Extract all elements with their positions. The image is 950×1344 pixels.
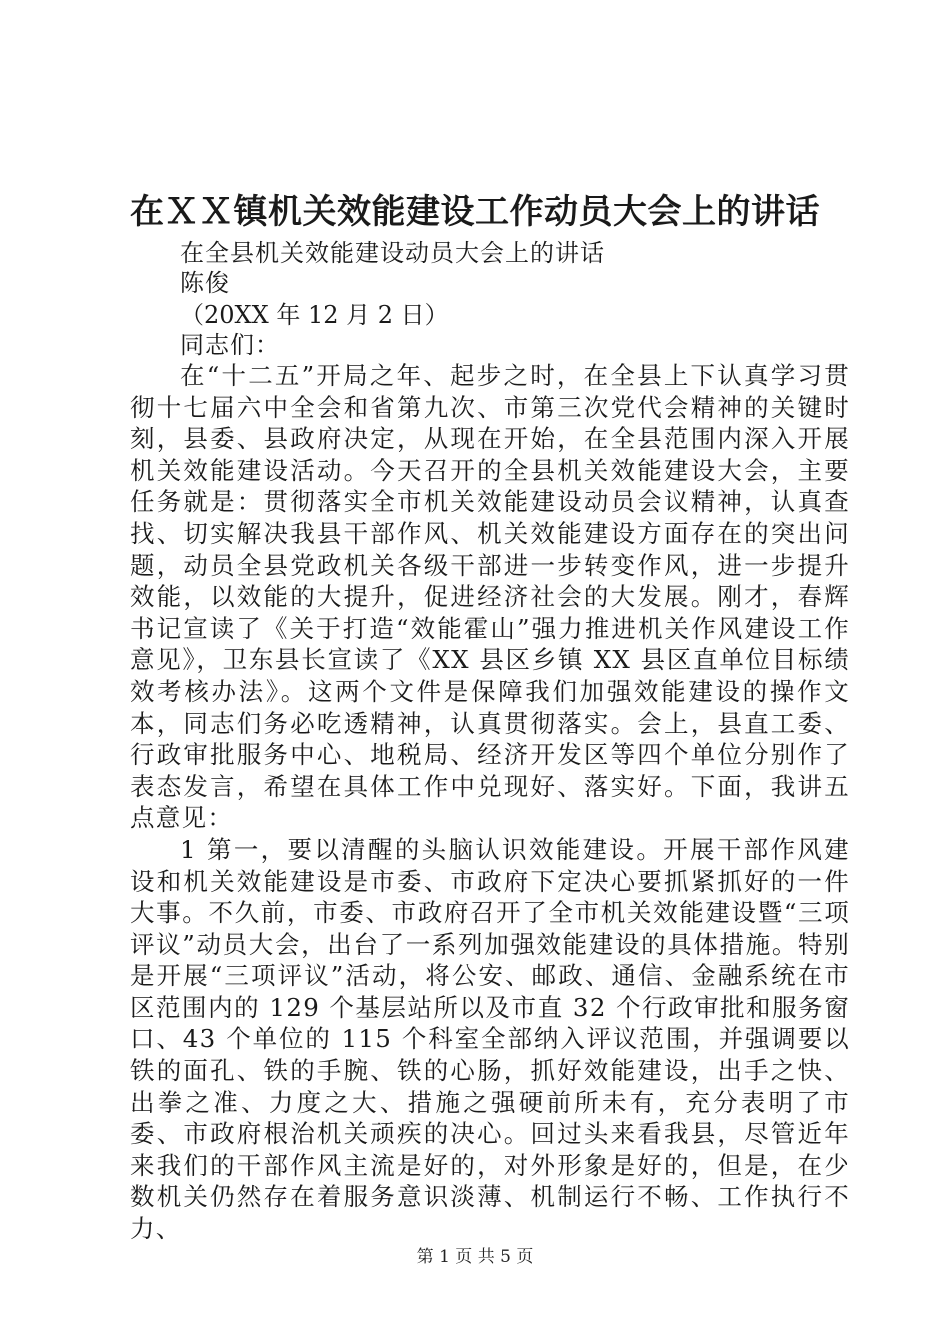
- document-body: [130, 360, 850, 1245]
- body-paragraph: 1 第一，要以清醒的头脑认识效能建设。开展干部作风建设和机关效能建设是市委、市政府下定决心要抓紧抓好的一件大事。不久前，市委、市政府召开了全市机关效能建设暨“三项评议”动员大会，出台了一系列加强效能建设的具体措施。特别是开展“三项评议”活动，将公安、邮政、通信、金融系统在市区范围内的 129 个基层站所以及市直 32 个行政审批和服务窗口、43 个单位的 115 个科室全部纳入评议范围，并强调要以铁的面孔、铁的手腕、铁的心肠，抓好效能建设，出手之快、出拳之准、力度之大、措施之强硬前所未有，充分表明了市委、市政府根治机关顽疾的决心。回过头来看我县，尽管近年来我们的干部作风主流是好的，对外形象是好的，但是，在少数机关仍然存在着服务意识淡薄、机制运行不畅、工作执行不力、: [130, 834, 850, 1244]
- body-paragraph: 在“十二五”开局之年、起步之时，在全县上下认真学习贯彻十七届六中全会和省第九次、市第三次党代会精神的关键时刻，县委、县政府决定，从现在开始，在全县范围内深入开展机关效能建设活动。今天召开的全县机关效能建设大会，主要任务就是：贯彻落实全市机关效能建设动员会议精神，认真查找、切实解决我县干部作风、机关效能建设方面存在的突出问题，动员全县党政机关各级干部进一步转变作风，进一步提升效能，以效能的大提升，促进经济社会的大发展。刚才，春辉书记宣读了《关于打造“效能霍山”强力推进机关作风建设工作意见》，卫东县长宣读了《XX 县区乡镇 XX 县区直单位目标绩效考核办法》。这两个文件是保障我们加强效能建设的操作文本，同志们务必吃透精神，认真贯彻落实。会上，县直工委、行政审批服务中心、地税局、经济开发区等四个单位分别作了表态发言，希望在具体工作中兑现好、落实好。下面，我讲五点意见：: [130, 361, 850, 833]
- document-author: 陈俊: [180, 269, 230, 297]
- document-date: （20XX 年 12 月 2 日）: [180, 301, 449, 329]
- document-subtitle: 在全县机关效能建设动员大会上的讲话: [180, 239, 605, 267]
- document-greeting: 同志们：: [180, 331, 280, 359]
- page-footer: 第 1 页 共 5 页: [416, 1247, 534, 1267]
- document-title: 在ＸＸ镇机关效能建设工作动员大会上的讲话: [130, 192, 820, 232]
